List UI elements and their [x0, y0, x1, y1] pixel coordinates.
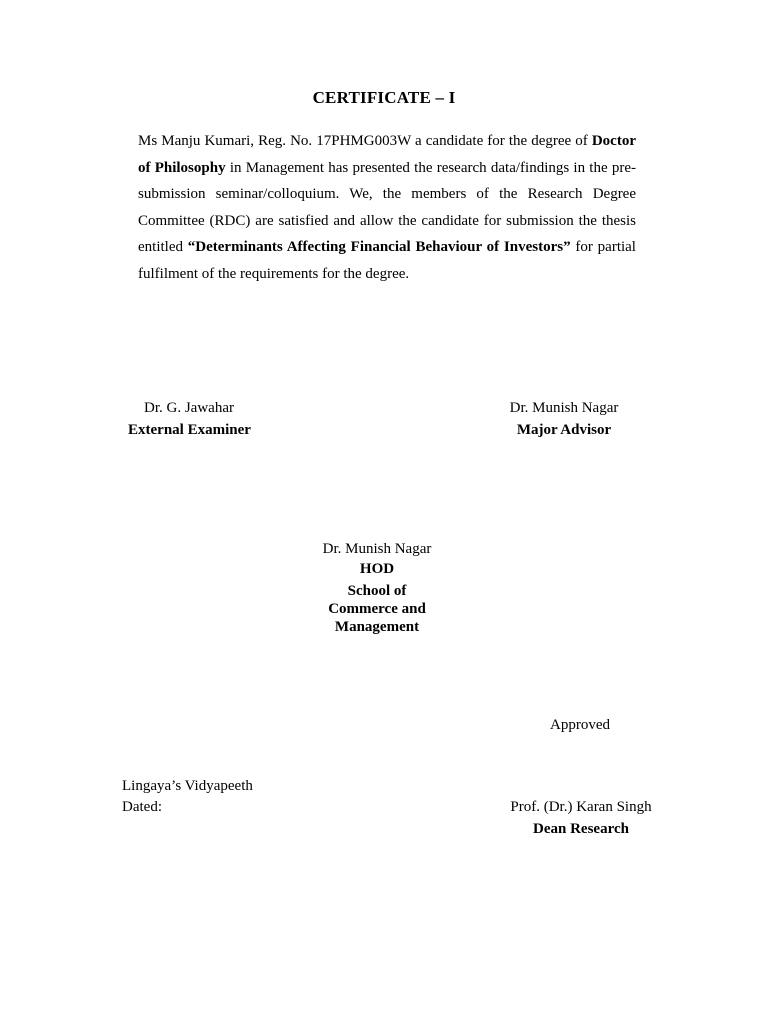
- hod-dept-line-1: School of: [347, 583, 407, 599]
- external-examiner-role: External Examiner: [128, 422, 251, 438]
- dated-label: Dated:: [122, 799, 162, 815]
- body-part-3: for partial fulfilment of the requirements for the degree.: [138, 239, 636, 282]
- hod-name: Dr. Munish Nagar: [322, 541, 432, 557]
- thesis-title: “Determinants Affecting Financial Behaviour of Investors”: [187, 239, 571, 255]
- dean-block: [496, 796, 666, 840]
- dean-role: Dean Research: [533, 821, 629, 837]
- hod-block: [304, 540, 450, 636]
- approved-label: Approved: [550, 717, 610, 733]
- institution-name: Lingaya’s Vidyapeeth: [122, 778, 253, 794]
- external-examiner-name: Dr. G. Jawahar: [144, 400, 234, 416]
- major-advisor-role: Major Advisor: [516, 422, 612, 438]
- certificate-title: CERTIFICATE – I: [312, 88, 456, 107]
- hod-role: HOD: [359, 561, 395, 577]
- external-examiner-block: [128, 397, 251, 441]
- major-advisor-block: [494, 397, 634, 441]
- certificate-body: [138, 128, 636, 287]
- degree-name: Doctor of Philosophy: [138, 133, 636, 176]
- major-advisor-name: Dr. Munish Nagar: [509, 400, 619, 416]
- body-part-1: Ms Manju Kumari, Reg. No. 17PHMG003W a candidate for the degree of: [138, 133, 592, 149]
- dean-name: Prof. (Dr.) Karan Singh: [510, 799, 652, 815]
- body-part-2: in Management has presented the research data/findings in the pre-submission seminar/colloquium. We, the members of the Research Degree Committee (RDC) are satisfied and allow the candidate for submission the thesis entitled: [138, 159, 637, 255]
- hod-dept-line-2: Commerce and: [328, 601, 426, 617]
- hod-dept-line-3: Management: [334, 619, 420, 635]
